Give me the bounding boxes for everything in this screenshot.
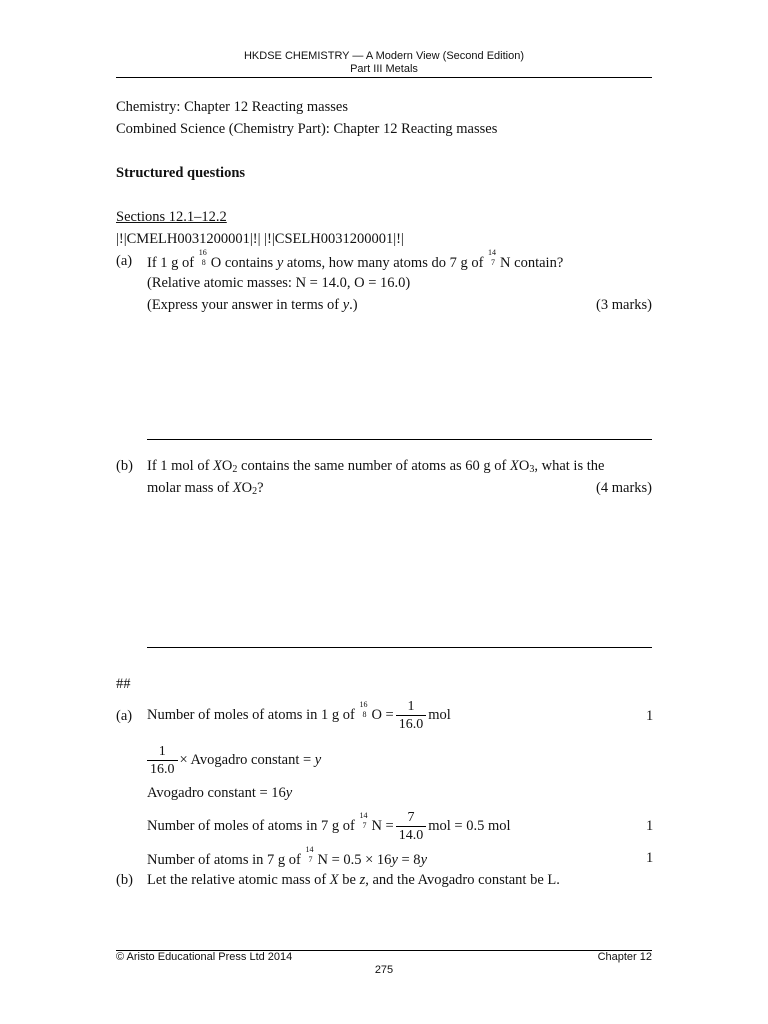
question-codes: |!|CMELH0031200001|!| |!|CSELH0031200001|!| [116,231,404,247]
answer-separator: ## [116,676,131,692]
copyright: © Aristo Educational Press Ltd 2014 [116,951,293,963]
answer-a-step1: Number of moles of atoms in 1 g of 16 8 O = $\frac{1}{16.0}$ mol [147,699,451,733]
question-a-marks: (3 marks) [596,297,652,313]
fraction-1-over-16: $\frac{1}{16.0}$ [147,743,178,778]
answer-a-mark-3: 1 [646,850,654,866]
fraction-1-over-16: $\frac{1}{16.0}$ [396,698,427,733]
part-title: Part III Metals [350,63,418,75]
answer-a-step2: $\frac{1}{16.0}$ × Avogadro constant = y [147,742,321,778]
nitrogen-14-isotope: 14 7 [488,248,497,267]
book-title: HKDSE CHEMISTRY — A Modern View (Second Edition) [243,50,524,62]
answer-a-mark-1: 1 [646,708,654,724]
question-a-label: (a) [116,253,133,269]
answer-a-mark-2: 1 [646,818,654,834]
oxygen-16-isotope: 16 8 [198,248,207,267]
answer-a-step4: Number of moles of atoms in 7 g of 14 7 N = $\frac{7}{14.0}$ mol = 0.5 mol [147,810,511,844]
question-a-line2: (Relative atomic masses: N = 14.0, O = 16.0) [147,275,411,291]
nitrogen-14-isotope: 14 7 [305,845,314,864]
answer-a-step5: Number of atoms in 7 g of 14 7 N = 0.5 × 16y = 8y [147,845,427,868]
chemistry-chapter-line: Chemistry: Chapter 12 Reacting masses [116,99,348,115]
question-a-line3: (Express your answer in terms of y.) [147,297,358,313]
oxygen-16-isotope: 16 8 [359,700,368,719]
page-number: 275 [374,964,394,976]
nitrogen-14-isotope: 14 7 [359,811,368,830]
answer-line-a [147,439,652,440]
combined-science-line: Combined Science (Chemistry Part): Chapter 12 Reacting masses [116,121,498,137]
answer-a-step3: Avogadro constant = 16y [147,785,293,801]
sections-label: Sections 12.1–12.2 [116,209,227,225]
question-b-line2: molar mass of $XO_2$? [147,480,264,497]
answer-a-label: (a) [116,708,133,724]
fraction-7-over-14: $\frac{7}{14.0}$ [396,809,427,844]
answer-b-label: (b) [116,872,133,888]
question-b-marks: (4 marks) [596,480,652,496]
question-b-label: (b) [116,458,133,474]
answer-b-line1: Let the relative atomic mass of X be z, and the Avogadro constant be L. [147,872,560,888]
header-rule [116,77,652,78]
section-heading: Structured questions [116,165,246,181]
question-b-line1: If 1 mol of $XO_2$ contains the same number of atoms as 60 g of $XO_3$, what is the [147,458,605,475]
answer-line-b [147,647,652,648]
question-a-line1: If 1 g of 16 8 O contains y atoms, how many atoms do 7 g of 14 7 N contain? [147,248,564,271]
chapter-label: Chapter 12 [597,951,652,963]
